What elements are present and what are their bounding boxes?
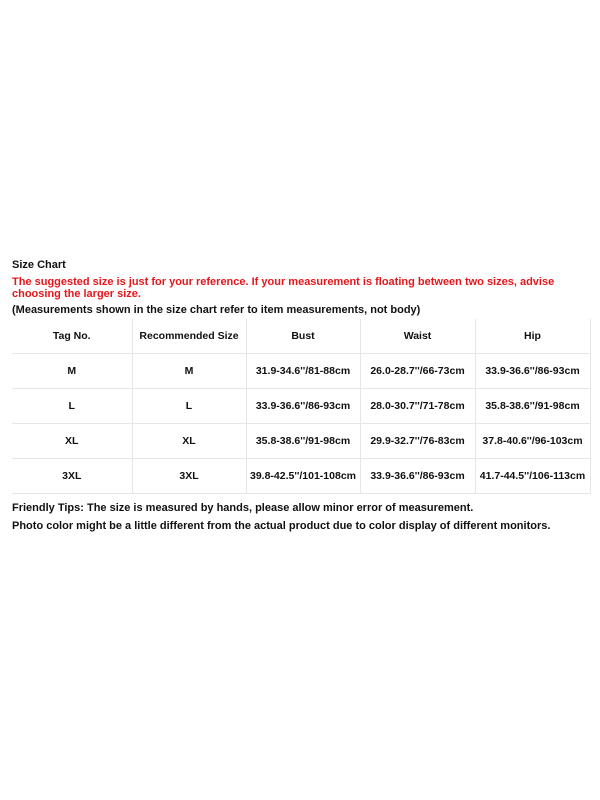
cell-tag-no: M <box>12 354 132 389</box>
cell-hip: 35.8-38.6''/91-98cm <box>475 389 590 424</box>
header-bust: Bust <box>246 319 360 354</box>
cell-bust: 31.9-34.6''/81-88cm <box>246 354 360 389</box>
cell-recommended-size: XL <box>132 424 246 459</box>
table-row <box>12 424 590 459</box>
measurement-note: (Measurements shown in the size chart refer to item measurements, not body) <box>12 304 421 316</box>
size-chart-title: Size Chart <box>12 259 66 271</box>
size-table <box>12 319 591 494</box>
cell-recommended-size: L <box>132 389 246 424</box>
cell-waist: 28.0-30.7''/71-78cm <box>360 389 475 424</box>
tip-color: Photo color might be a little different from the actual product due to color display of different monitors. <box>12 520 551 532</box>
cell-waist: 26.0-28.7''/66-73cm <box>360 354 475 389</box>
cell-recommended-size: M <box>132 354 246 389</box>
header-recommended-size: Recommended Size <box>132 319 246 354</box>
table-header-row <box>12 319 590 354</box>
header-tag-no: Tag No. <box>12 319 132 354</box>
cell-hip: 37.8-40.6''/96-103cm <box>475 424 590 459</box>
table-row <box>12 389 590 424</box>
friendly-tips <box>12 500 590 534</box>
cell-tag-no: L <box>12 389 132 424</box>
size-chart <box>12 258 590 536</box>
table-row <box>12 459 590 494</box>
cell-recommended-size: 3XL <box>132 459 246 494</box>
cell-bust: 39.8-42.5''/101-108cm <box>246 459 360 494</box>
cell-bust: 33.9-36.6''/86-93cm <box>246 389 360 424</box>
tip-measurement: Friendly Tips: The size is measured by hands, please allow minor error of measurement. <box>12 502 474 514</box>
cell-hip: 41.7-44.5''/106-113cm <box>475 459 590 494</box>
cell-waist: 33.9-36.6''/86-93cm <box>360 459 475 494</box>
cell-tag-no: XL <box>12 424 132 459</box>
header-waist: Waist <box>360 319 475 354</box>
size-advice-warning: The suggested size is just for your reference. If your measurement is floating between two sizes, advise choosing the larger size. <box>12 276 555 300</box>
header-hip: Hip <box>475 319 590 354</box>
table-row <box>12 354 590 389</box>
cell-waist: 29.9-32.7''/76-83cm <box>360 424 475 459</box>
cell-bust: 35.8-38.6''/91-98cm <box>246 424 360 459</box>
cell-hip: 33.9-36.6''/86-93cm <box>475 354 590 389</box>
cell-tag-no: 3XL <box>12 459 132 494</box>
